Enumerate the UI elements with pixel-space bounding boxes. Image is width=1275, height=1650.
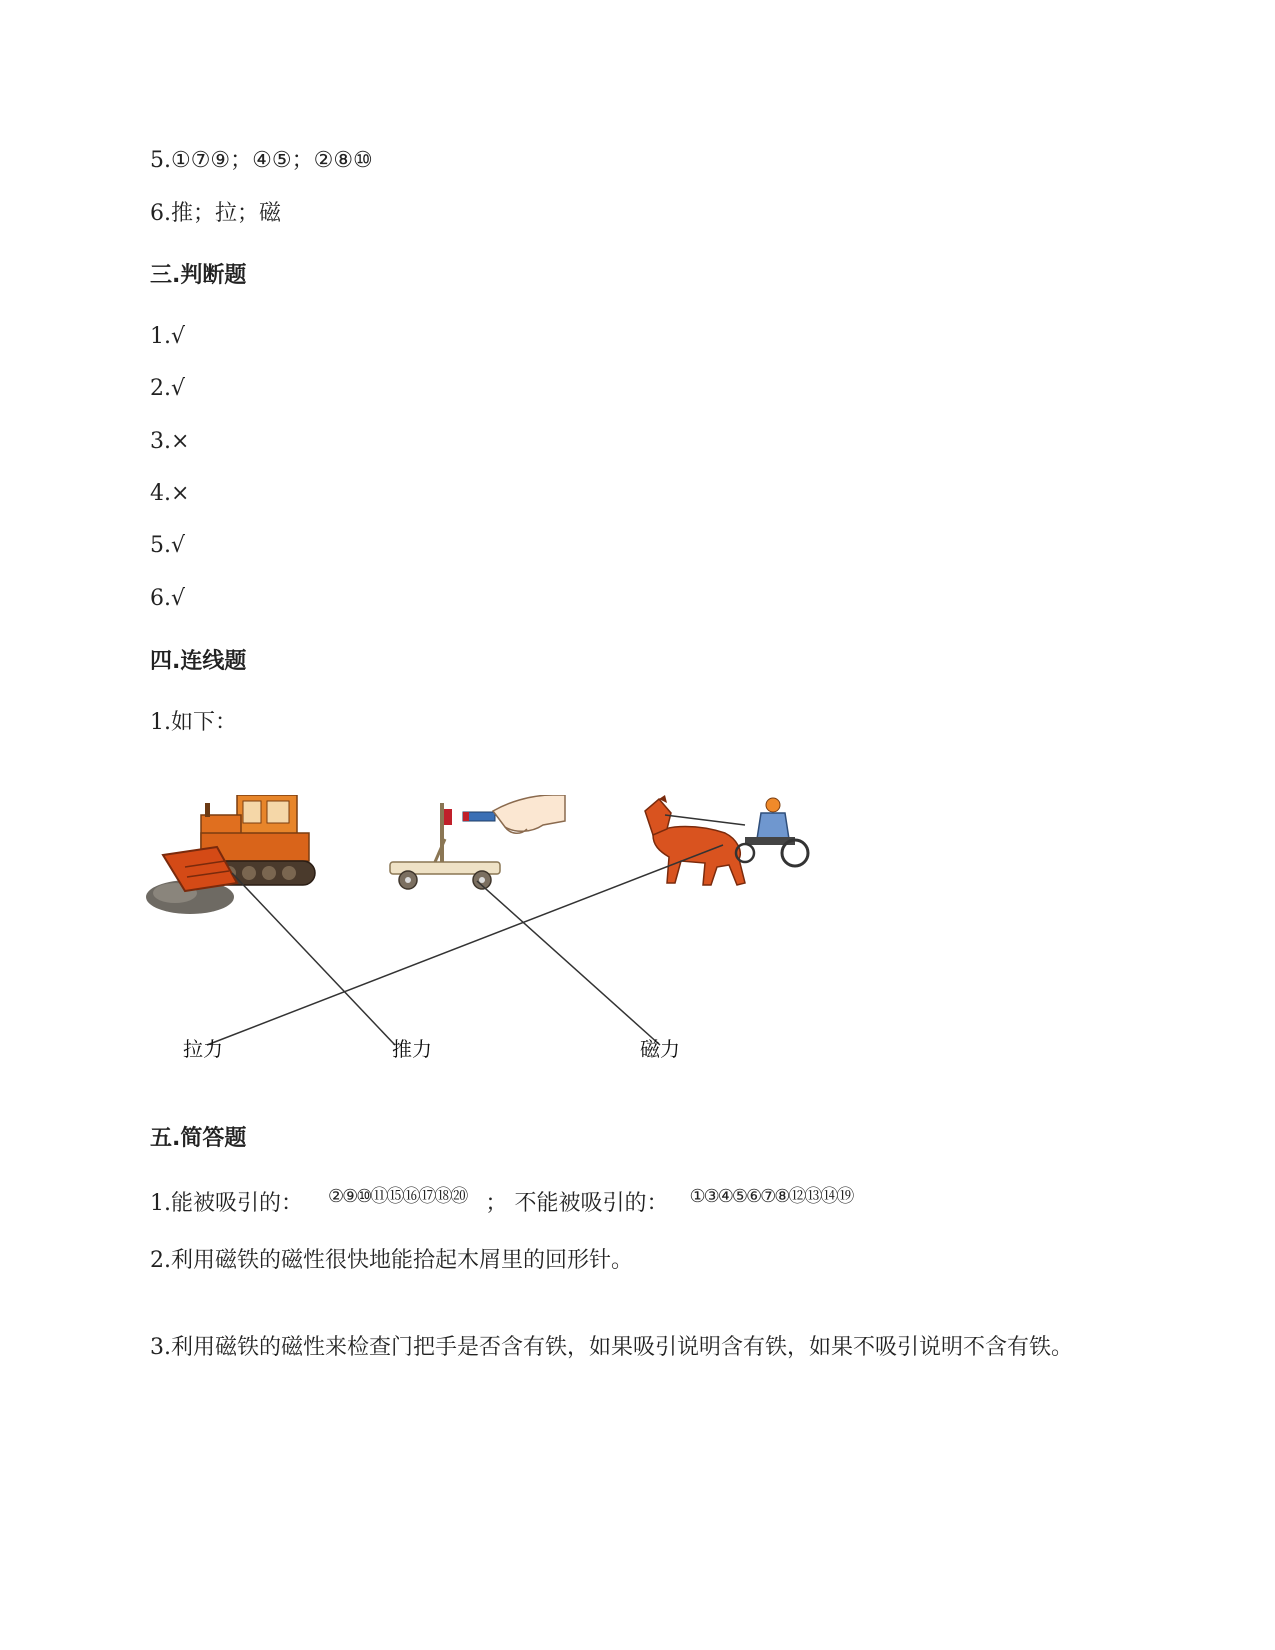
non-attractable-items: ①③④⑤⑥⑦⑧⑫⑬⑭⑲ <box>689 1186 853 1207</box>
short-answer-2: 2.利用磁铁的磁性很快地能拾起木屑里的回形针。 <box>150 1248 633 1273</box>
push-force-label: 推力 <box>392 1037 432 1061</box>
answer-5-line: 5.①⑦⑨；④⑤；②⑧⑩ <box>150 148 373 173</box>
judge-answer-2: 2.√ <box>150 376 186 401</box>
judge-answer-3: 3.× <box>150 429 190 454</box>
bulldozer-image <box>146 795 315 914</box>
attractable-items: ②⑨⑩⑪⑮⑯⑰⑱⑳ <box>328 1186 467 1207</box>
matching-figure <box>145 795 865 1125</box>
pull-force-label: 拉力 <box>183 1037 223 1061</box>
answer-separator: ； <box>485 1191 508 1216</box>
judge-answer-4: 4.× <box>150 481 190 506</box>
section-4-heading: 四.连线题 <box>150 649 247 674</box>
magnetic-force-label: 磁力 <box>640 1037 680 1061</box>
matching-illustration <box>145 795 865 1125</box>
magnet-cart-image <box>390 795 565 889</box>
section-3-heading: 三.判断题 <box>150 263 247 288</box>
section-5-heading: 五.简答题 <box>150 1126 247 1151</box>
judge-answer-6: 6.√ <box>150 586 186 611</box>
judge-answer-5: 5.√ <box>150 533 186 558</box>
short-answer-1 <box>150 1186 853 1219</box>
judge-answer-1: 1.√ <box>150 324 186 349</box>
horse-cart-image <box>645 795 808 885</box>
attractable-prefix: 1.能被吸引的： <box>150 1191 303 1216</box>
non-attractable-prefix: 不能被吸引的： <box>514 1191 669 1216</box>
answer-6-line: 6.推；拉；磁 <box>150 201 281 226</box>
short-answer-3: 3.利用磁铁的磁性来检查门把手是否含有铁，如果吸引说明含有铁，如果不吸引说明不含有铁。 <box>150 1335 1073 1360</box>
matching-question-1: 1.如下： <box>150 710 237 735</box>
connect-line-bulldozer-push <box>232 873 395 1045</box>
